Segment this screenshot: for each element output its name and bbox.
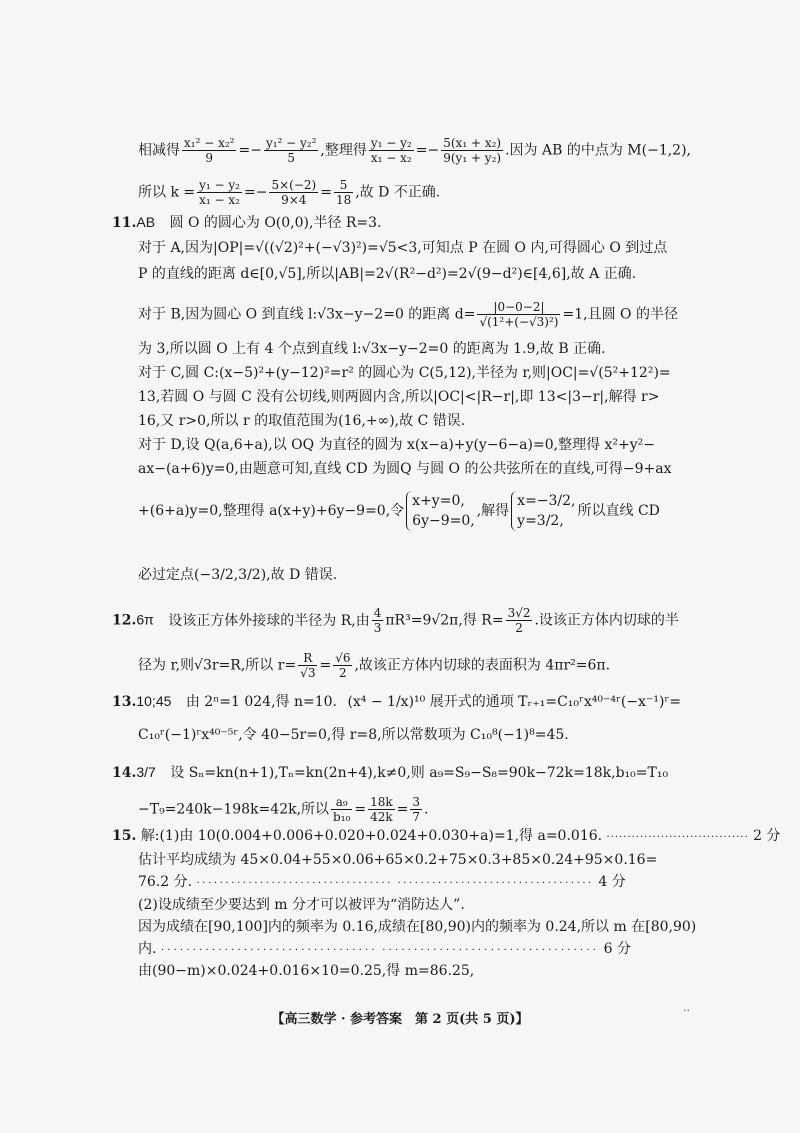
q15-line-2: 估计平均成绩为 45×0.04+55×0.06+65×0.2+75×0.3+85×0.24+95×0.16= (138, 852, 658, 868)
answer-key: 3/7 (136, 764, 156, 780)
page-footer: 【高三数学 · 参考答案 第 2 页(共 5 页)】 (271, 1012, 529, 1027)
q11-line-12: 必过定点(−3/2,3/2),故 D 错误. (138, 567, 338, 583)
answer-key: AB (136, 214, 156, 230)
fraction: $\frac{\text{y₁² − y₂²}}{5}$ (265, 136, 317, 165)
fraction: $\frac{4}{3}$ (373, 606, 382, 635)
q11-line-8: 16,又 r>0,所以 r 的取值范围为(16,+∞),故 C 错误. (138, 413, 466, 429)
q12-line-2: 径为 r,则√3r=R,所以 r= $\frac{R}{√3}$ = $\frac{√6}{2}$ ,故该正方体内切球的表面积为 4πr²=6π. (138, 651, 611, 680)
question-number: 15. (112, 828, 137, 844)
question-number: 13. (112, 694, 137, 710)
score: 6 分 (603, 941, 631, 957)
equation-system: x=−3/2, y=3/2, (511, 491, 575, 531)
q11-line-4: 对于 B,因为圆心 O 到直线 l:√3x−y−2=0 的距离 d= $\frac{|0-0-2|}{\text{√(1²+(−√3)²)}}$ =1,且圆 O 的半径 (138, 300, 678, 329)
q11-line-6: 对于 C,圆 C:(x−5)²+(y−12)²=r² 的圆心为 C(5,12),半径为 r,则|OC|=√(5²+12²)= (138, 365, 671, 381)
q13-line-2: C₁₀ʳ(−1)ʳx⁴⁰⁻⁵ʳ,令 40−5r=0,得 r=8,所以常数项为 C₁₀⁸(−1)⁸=45. (138, 727, 569, 743)
fraction: $\frac{\text{5(x₁ + x₂)}}{\text{9(y₁ + y₂)}}$ (443, 136, 502, 165)
score: 4 分 (598, 874, 626, 890)
q15-line-3: 76.2 分. ·································· ·································· 4 分 (138, 874, 626, 890)
question-number: 12. (112, 612, 137, 629)
q15-line-6: 内. ·································· ·································· 6 分 (138, 941, 631, 957)
fraction: $\frac{√6}{2}$ (335, 651, 351, 680)
fraction: $\frac{|0-0-2|}{\text{√(1²+(−√3)²)}}$ (479, 300, 559, 329)
q10-line-2: 所以 k = $\frac{\text{y₁ − y₂}}{\text{x₁ − x₂}}$ =− $\frac{5\times(-2)}{9\times 4}$ = $\frac{5}{18}$ ,故 D 不正确. (138, 178, 441, 207)
fraction: $\frac{\text{x₁² − x₂²}}{9}$ (184, 136, 235, 165)
q14-line-2: −T₉=240k−198k=42k,所以 $\frac{\text{a₉}}{\text{b₁₀}}$ = $\frac{18k}{42k}$ = $\frac{3}{7}$ . (138, 795, 429, 824)
fraction: $\frac{R}{√3}$ (300, 651, 316, 680)
q15-line-7: 由(90−m)×0.024+0.016×10=0.25,得 m=86.25, (138, 963, 475, 979)
fraction: $\frac{5\times(-2)}{9\times 4}$ (271, 178, 317, 207)
q12-line-1: 12.6π 设该正方体外接球的半径为 R,由 $\frac{4}{3}$ πR³=9√2π,得 R= $\frac{3√2}{2}$ .设该正方体内切球的半 (112, 606, 679, 635)
fraction: $\frac{5}{18}$ (335, 178, 352, 207)
q11-line-7: 13,若圆 O 与圆 C 没有公切线,则两圆内含,所以|OC|<|R−r|,即 13<|3−r|,解得 r> (138, 389, 660, 405)
q11-line-2: 对于 A,因为|OP|=√((√2)²+(−√3)²)=√5<3,可知点 P 在圆 O 内,可得圆心 O 到过点 (138, 240, 668, 256)
q13-line-1: 13.10;45 由 2ⁿ=1 024,得 n=10. (x⁴ − 1/x)¹⁰ 展开式的通项 Tᵣ₊₁=C₁₀ʳx⁴⁰⁻⁴ʳ(−x⁻¹)ʳ= (112, 693, 682, 710)
fraction: $\frac{3√2}{2}$ (507, 606, 531, 635)
equation-system: x+y=0, 6y−9=0, (406, 491, 475, 531)
answer-key: 10;45 (136, 693, 172, 709)
corner-mark: ·· (683, 1004, 690, 1017)
q15-line-4: (2)设成绩至少要达到 m 分才可以被评为“消防达人”. (138, 897, 465, 913)
q10-line-1: 相减得 $\frac{\text{x₁² − x₂²}}{9}$ =− $\frac{\text{y₁² − y₂²}}{5}$ ,整理得 $\frac{\text{y₁ − y₂}}{\text{x₁ − x₂}}$ =− $\frac{\text{5(x₁ + x₂)}}{\text{9(y₁ + y₂)}}$ .因为 AB 的中点为 M(−1,2), (138, 136, 691, 165)
fraction: $\frac{\text{y₁ − y₂}}{\text{x₁ − x₂}}$ (199, 178, 240, 207)
answer-key: 6π (136, 611, 154, 628)
fraction: $\frac{3}{7}$ (412, 795, 420, 824)
q11-line-5: 为 3,所以圆 O 上有 4 个点到直线 l:√3x−y−2=0 的距离为 1.9,故 B 正确. (138, 341, 606, 357)
q15-line-1: 15. 解:(1)由 10(0.004+0.006+0.020+0.024+0.030+a)=1,得 a=0.016. ·································· 2 分 (112, 828, 781, 844)
fraction: $\frac{\text{y₁ − y₂}}{\text{x₁ − x₂}}$ (370, 136, 412, 165)
fraction: $\frac{\text{a₉}}{\text{b₁₀}}$ (333, 795, 351, 824)
q15-line-5: 因为成绩在[90,100]内的频率为 0.16,成绩在[80,90)内的频率为 0.24,所以 m 在[80,90) (138, 919, 697, 935)
q11-line-1: 11.AB 圆 O 的圆心为 O(0,0),半径 R=3. (112, 214, 382, 231)
score: 2 分 (753, 828, 781, 844)
question-number: 14. (112, 765, 137, 781)
question-number: 11. (112, 215, 137, 231)
q14-line-1: 14.3/7 设 Sₙ=kn(n+1),Tₙ=kn(2n+4),k≠0,则 a₉=S₉−S₈=90k−72k=18k,b₁₀=T₁₀ (112, 764, 669, 781)
fraction: $\frac{18k}{42k}$ (370, 795, 393, 824)
q11-line-11: +(6+a)y=0,整理得 a(x+y)+6y−9=0,令 x+y=0, 6y−9=0, ,解得 x=−3/2, y=3/2, 所以直线 CD (138, 493, 660, 529)
q11-line-9: 对于 D,设 Q(a,6+a),以 OQ 为直径的圆为 x(x−a)+y(y−6−a)=0,整理得 x²+y²− (138, 437, 656, 453)
q11-line-10: ax−(a+6)y=0,由题意可知,直线 CD 为圆Q 与圆 O 的公共弦所在的直线,可得−9+ax (138, 461, 672, 477)
q11-line-3: P 的直线的距离 d∈[0,√5],所以|AB|=2√(R²−d²)=2√(9−d²)∈[4,6],故 A 正确. (138, 266, 637, 282)
